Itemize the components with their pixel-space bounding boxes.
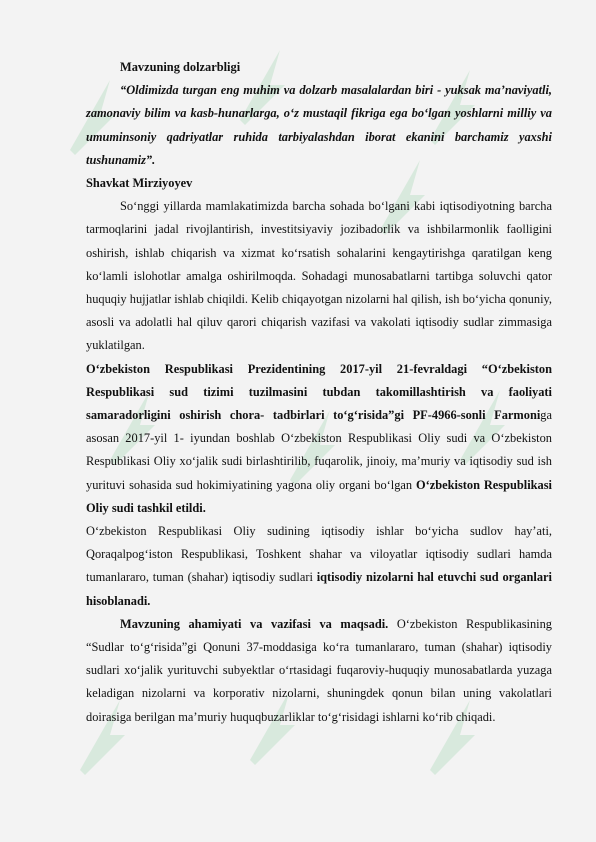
document-body — [86, 56, 552, 729]
purpose-text: O‘zbekiston Respublikasining “Sudlar to‘g‘risida”gi Qonuni 37-moddasiga ko‘ra tumanlararo, tuman (shahar) iqtisodiy sudlari xo‘jalik yurituvchi subyektlar o‘rtasidagi fuqaroviy-huquqiy munosabatlarda yuzaga keladigan nizolarni va korporativ nizolarni, shuningdek qonun bilan uning vakolatlari doirasiga berilgan ma’muriy huquqbuzarliklar to‘g‘risidagi ishlarni ko‘rib chiqadi. — [86, 616, 552, 724]
supreme-court-text: O‘zbekiston Respublikasi Oliy sudi tashkil etildi. — [86, 477, 553, 515]
purpose-heading: Mavzuning ahamiyati va vazifasi va maqsadi. — [120, 616, 389, 631]
courts-text: O‘zbekiston Respublikasi Oliy sudining iqtisodiy ishlar bo‘yicha sudlov hay’ati, Qoraqalpog‘iston Respublikasi, Toshkent shahar va viloyatlar iqtisodiy sudlari hamda tumanlararo, tuman (shahar) iqtisodiy sudlari — [86, 524, 552, 585]
decree-title: O‘zbekiston Respublikasi Prezidentining 2017-yil 21-fevraldagi “O‘zbekiston Respublikasi sud tizimi tuzilmasini tubdan takomillashtirish va faoliyati samaradorligini oshirish chora- tadbirlari to‘g‘risida”gi PF-4966-sonli Farmoni — [86, 361, 552, 423]
paragraph-courts — [86, 520, 552, 613]
paragraph-purpose — [86, 613, 552, 729]
paragraph-decree — [86, 358, 552, 520]
courts-bold-text: iqtisodiy nizolarni hal etuvchi sud organlari hisoblanadi. — [86, 570, 552, 608]
paragraph-intro: So‘nggi yillarda mamlakatimizda barcha sohada bo‘lgani kabi iqtisodiyotning barcha tarmoqlarini jadal rivojlantirish, investitsiyaviy jozibadorlik va ishbilarmonlik faolligini oshirish, ishlab chiqarish va xizmat ko‘rsatish sohalarini kengaytirishga qaratilgan keng ko‘lamli islohotlar amalga oshirilmoqda. Sohadagi munosabatlarni tartibga soluvchi qator huquqiy hujjatlar ishlab chiqildi. Kelib chiqayotgan nizolarni hal qilish, ish bo‘yicha qonuniy, asosli va adolatli hal qiluv qarori chiqarish vazifasi va vakolati iqtisodiy sudlar zimmasiga yuklatilgan. — [86, 199, 552, 353]
decree-text: ga asosan 2017-yil 1- iyundan boshlab O‘zbekiston Respublikasi Oliy sudi va O‘zbekiston Respublikasi Oliy xo‘jalik sudi birlashtirilib, fuqarolik, jinoiy, ma’muriy va iqtisodiy sud ish yurituvi sohasida sud hokimiyatining yagona oliy organi bo‘lgan — [86, 408, 552, 492]
section-heading: Mavzuning dolzarbligi — [120, 60, 241, 74]
epigraph-quote: “Oldimizda turgan eng muhim va dolzarb masalalardan biri - yuksak ma’naviyatli, zamonaviy bilim va kasb-hunarlarga, o‘z mustaqil fikriga ega bo‘lgan yoshlarni milliy va umuminsoniy qadriyatlar ruhida tarbiyalashdan iborat ekanini barchamiz yaxshi tushunamiz”. — [86, 83, 552, 167]
quote-author: Shavkat Mirziyoyev — [86, 176, 193, 191]
